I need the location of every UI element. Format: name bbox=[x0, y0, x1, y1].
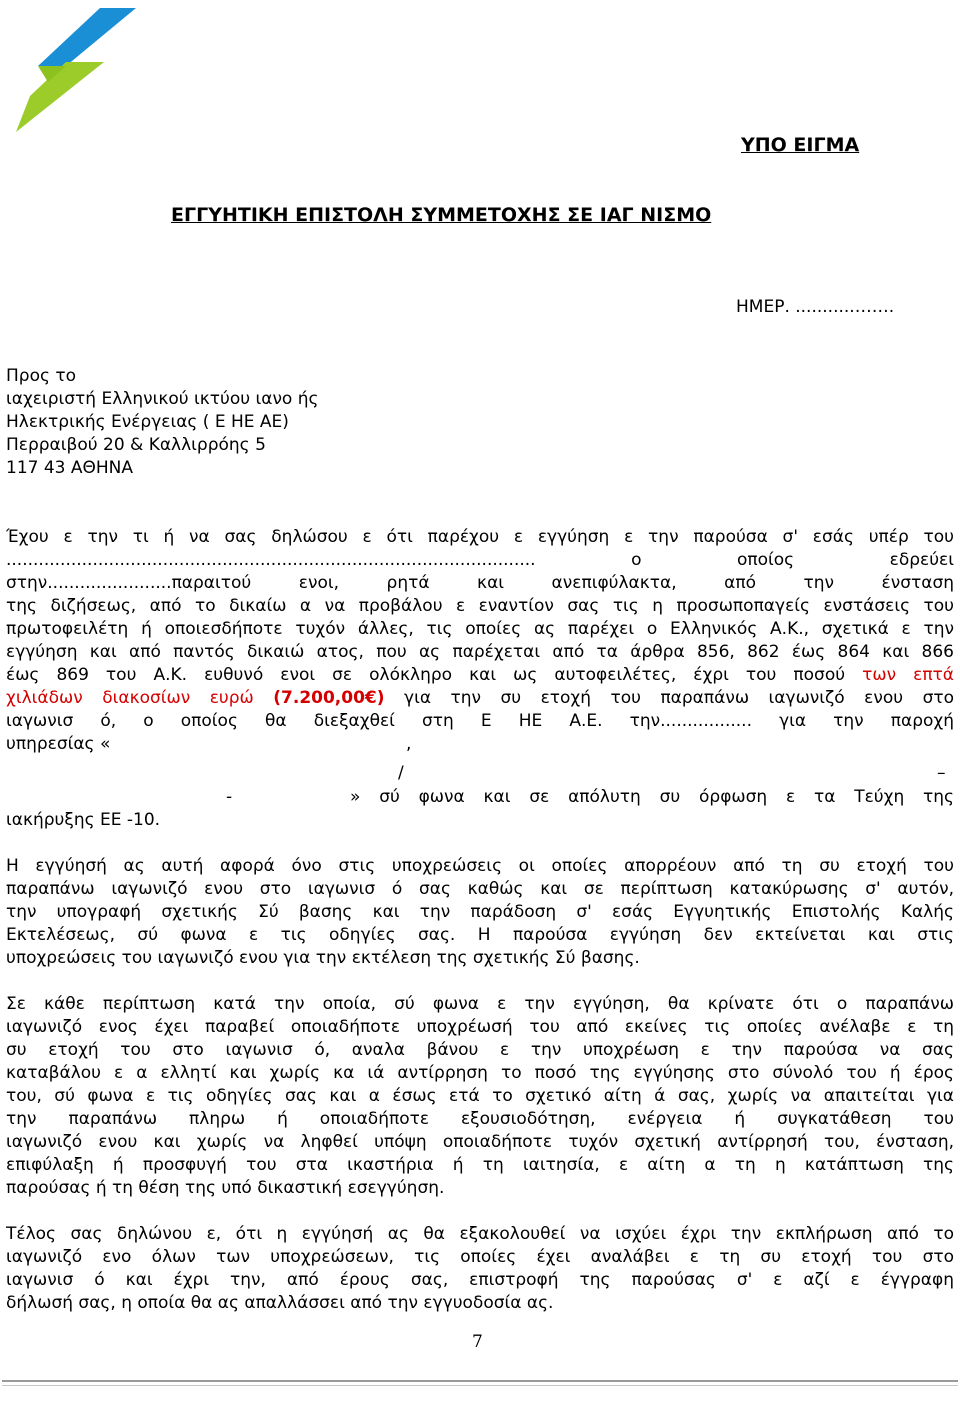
text-line: Σε κάθε περίπτωση κατά την οποία, σύ φωνα ε την εγγύηση, θα κρίνατε ότι ο παραπάνω bbox=[6, 994, 954, 1014]
recipient-line: ιαχειριστή Ελληνικού ικτύου ιανο ής bbox=[6, 389, 319, 409]
date-field: ΗΜΕΡ. ...........……. bbox=[736, 297, 895, 317]
text-segment: – bbox=[937, 763, 946, 783]
text-line bbox=[6, 549, 954, 571]
document-title: ΥΠΟ ΕΙΓΜΑ bbox=[741, 134, 860, 156]
company-logo bbox=[8, 4, 138, 134]
text-line: την υπογραφή σχετικής Σύ βασης και την παράδοση σ' εσάς Εγγυητικής Επιστολής Καλής bbox=[6, 902, 954, 922]
amount-words-red: χιλιάδων διακοσίων ευρώ bbox=[6, 688, 254, 708]
text-segment: υπηρεσίας « bbox=[6, 734, 111, 754]
recipient-line: Προς το bbox=[6, 366, 76, 386]
text-segment: , bbox=[406, 734, 412, 754]
text-line: επιφύλαξη ή προσφυγή του στα ικαστήρια ή τη ιαιτησία, ε αίτη α τη η κατάπτωση της bbox=[6, 1155, 954, 1175]
text-line: την παραπάνω πληρω ή οποιαδήποτε εξουσιοδότηση, ενέργεια ή συγκατάθεση του bbox=[6, 1109, 954, 1129]
text-line: ιαγωνιζό ενο όλων των υποχρεώσεων, τις οποίες έχει αναλάβει ε τη συ ετοχή του στο bbox=[6, 1247, 954, 1267]
text-line: καταβάλου ε α ελλητί και χωρίς κα ιά αντίρρηση το ποσό της εγγύησης στο σύνολό του ή έρος bbox=[6, 1063, 954, 1083]
text-line: ιαγωνισ ό και έχρι την, από έρους σας, επιστροφή της παρούσας σ' ε αζί ε έγγραφη bbox=[6, 1270, 954, 1290]
recipient-line: Ηλεκτρικής Ενέργειας ( Ε ΗΕ ΑΕ) bbox=[6, 412, 289, 432]
text-line: συ ετοχή του στο ιαγωνισ ό, αναλα βάνου ε την υποχρέωση ε την παρούσα να σας bbox=[6, 1040, 954, 1060]
text-segment: » σύ φωνα και σε απόλυτη συ όρφωση ε τα Τεύχη της bbox=[350, 787, 954, 807]
text-line: Εκτελέσεως, σύ φωνα ε τις οδηγίες σας. Η παρούσα εγγύηση δεν εκτείνεται και στις bbox=[6, 925, 954, 945]
text-line: ιακήρυξης ΕΕ -10. bbox=[6, 810, 161, 830]
text-segment: έως 869 του Α.Κ. ευθυνό ενοι σε ολόκληρο και ως αυτοφειλέτες, έχρι του ποσού bbox=[6, 665, 846, 685]
footer-divider bbox=[2, 1385, 958, 1386]
text-line: ιαγωνιζό ενος έχει παραβεί οποιαδήποτε υποχρέωσή του από εκείνες τις οποίες ανέλαβε ε τη bbox=[6, 1017, 954, 1037]
text-line: Η εγγύησή ας αυτή αφορά όνο στις υποχρεώσεις οι οποίες απορρέουν από τη συ ετοχή του bbox=[6, 856, 954, 876]
text-segment: / bbox=[398, 763, 404, 783]
text-line bbox=[6, 733, 412, 755]
footer-divider bbox=[2, 1380, 958, 1382]
text-segment: ο οποίος εδρεύει bbox=[631, 550, 954, 570]
text-line: ιαγωνιζό ενου και χωρίς να ληφθεί υπόψη οποιαδήποτε τυχόν σχετική αντίρρησή του, ένσταση, bbox=[6, 1132, 954, 1152]
text-line: δήλωσή σας, η οποία θα ας απαλλάσσει από την εγγυοδοσία ας. bbox=[6, 1293, 554, 1313]
text-line: παρούσας ή τη θέση της υπό δικαστική εσεγγύηση. bbox=[6, 1178, 445, 1198]
text-line: πρωτοφειλέτη ή οποιεσδήποτε τυχόν άλλες, τις οποίες ας παρέχει ο Ελληνικός Α.Κ., σχετικά ε την bbox=[6, 619, 954, 639]
text-line: στην.......................παραιτού ενοι, ρητά και ανεπιφύλακτα, από την ένσταση bbox=[6, 573, 954, 593]
document-subtitle: ΕΓΓΥΗΤΙΚΗ ΕΠΙΣΤΟΛΗ ΣΥΜΜΕΤΟΧΗΣ ΣΕ ΙΑΓ ΝΙΣΜΟ bbox=[171, 204, 712, 226]
text-line: της διζήσεως, από το δικαίω α να προβάλου ε εναντίον σας τις η προσωποπαγείς ενστάσεις του bbox=[6, 596, 954, 616]
text-line: εγγύηση και από παντός δικαιώ ατος, που ας παρέχεται από τα άρθρα 856, 862 έως 864 και 866 bbox=[6, 642, 954, 662]
text-line: Έχου ε την τι ή να σας δηλώσου ε ότι παρέχου ε εγγύηση ε την παρούσα σ' εσάς υπέρ του bbox=[6, 527, 954, 547]
amount-figure: (7.200,00€) bbox=[273, 688, 385, 708]
text-segment: - bbox=[226, 787, 233, 807]
page-number: 7 bbox=[472, 1332, 483, 1352]
text-line: παραπάνω ιαγωνιζό ενου στο ιαγωνισ ό σας καθώς και σε περίπτωση κατακύρωσης σ' αυτόν, bbox=[6, 879, 954, 899]
blank-dotted: .................................................................................................. bbox=[6, 550, 536, 570]
text-segment: για την συ ετοχή του παραπάνω ιαγωνιζό ενου στο bbox=[404, 688, 954, 708]
recipient-line: Περραιβού 20 & Καλλιρρόης 5 bbox=[6, 435, 266, 455]
recipient-line: 117 43 ΑΘΗΝΑ bbox=[6, 458, 134, 478]
text-line bbox=[6, 664, 954, 686]
text-line: ιαγωνισ ό, ο οποίος θα διεξαχθεί στη Ε ΗΕ Α.Ε. την................. για την παροχή bbox=[6, 711, 954, 731]
text-line bbox=[6, 687, 954, 709]
text-line: του, σύ φωνα ε τις οδηγίες σας και α έσως ετά το σχετικό αίτη ά σας, χωρίς να απαιτείται για bbox=[6, 1086, 954, 1106]
amount-words-red: των επτά bbox=[862, 665, 954, 685]
text-line: Τέλος σας δηλώνου ε, ότι η εγγύησή ας θα εξακολουθεί να ισχύει έχρι την εκπλήρωση από το bbox=[6, 1224, 954, 1244]
text-line: υποχρεώσεις του ιαγωνιζό ενου για την εκτέλεση της σχετικής Σύ βασης. bbox=[6, 948, 640, 968]
